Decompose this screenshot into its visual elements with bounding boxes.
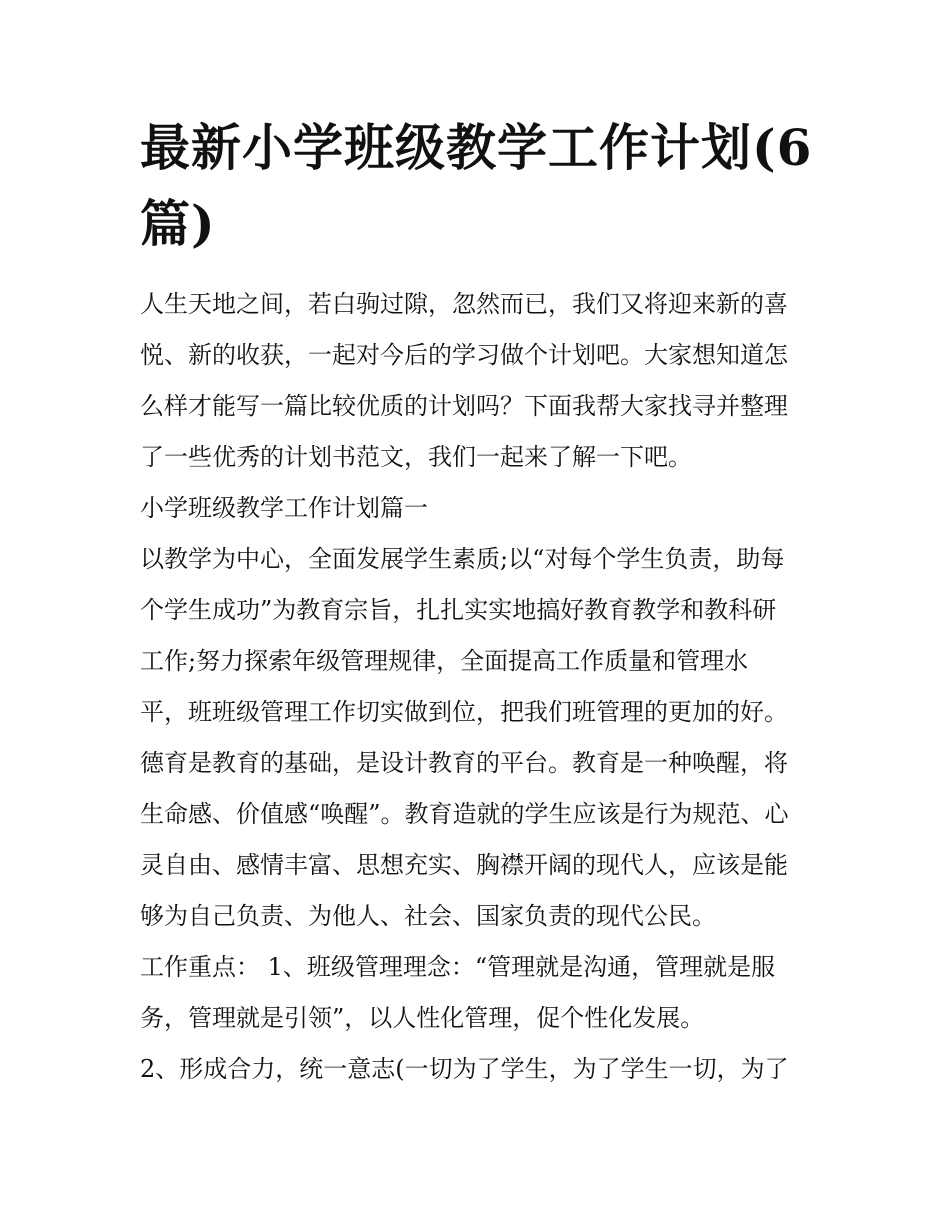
text-line: 悦、新的收获，一起对今后的学习做个计划吧。大家想知道怎: [140, 341, 788, 369]
work-focus-paragraph: [140, 942, 815, 1044]
text-line: 德育是教育的基础，是设计教育的平台。教育是一种唤醒，将: [140, 749, 788, 777]
text-line: 工作重点： 1、班级管理理念：“管理就是沟通，管理就是服: [140, 953, 776, 981]
text-line: 灵自由、感情丰富、思想充实、胸襟开阔的现代人，应该是能: [140, 851, 788, 879]
document-title: [140, 110, 815, 262]
text-line: 够为自己负责、为他人、社会、国家负责的现代公民。: [140, 902, 716, 930]
moral-education-paragraph: [140, 738, 815, 942]
intro-paragraph: [140, 279, 815, 483]
title-line-1: 最新小学班级教学工作计划(6: [140, 118, 813, 177]
text-line: 工作;努力探索年级管理规律，全面提高工作质量和管理水: [140, 647, 749, 675]
text-line: 么样才能写一篇比较优质的计划吗？下面我帮大家找寻并整理: [140, 392, 788, 420]
text-line: 务，管理就是引领”，以人性化管理，促个性化发展。: [140, 1004, 705, 1032]
document-body: [140, 279, 815, 1095]
section-heading-text: 小学班级教学工作计划篇一: [140, 494, 428, 522]
goal-paragraph: [140, 534, 815, 738]
document-page: [140, 110, 815, 1095]
unity-paragraph: [140, 1044, 815, 1095]
text-line: 平，班班级管理工作切实做到位，把我们班管理的更加的好。: [140, 698, 788, 726]
text-line: 了一些优秀的计划书范文，我们一起来了解一下吧。: [140, 443, 692, 471]
text-line: 个学生成功”为教育宗旨，扎扎实实地搞好教育教学和教科研: [140, 596, 777, 624]
title-line-2: 篇): [140, 194, 216, 253]
text-line: 人生天地之间，若白驹过隙，忽然而已，我们又将迎来新的喜: [140, 290, 788, 318]
text-line: 2、形成合力，统一意志(一切为了学生，为了学生一切，为了: [140, 1055, 789, 1083]
text-line: 以教学为中心，全面发展学生素质;以“对每个学生负责，助每: [140, 545, 785, 573]
text-line: 生命感、价值感“唤醒”。教育造就的学生应该是行为规范、心: [140, 800, 789, 828]
section-heading: [140, 483, 815, 534]
